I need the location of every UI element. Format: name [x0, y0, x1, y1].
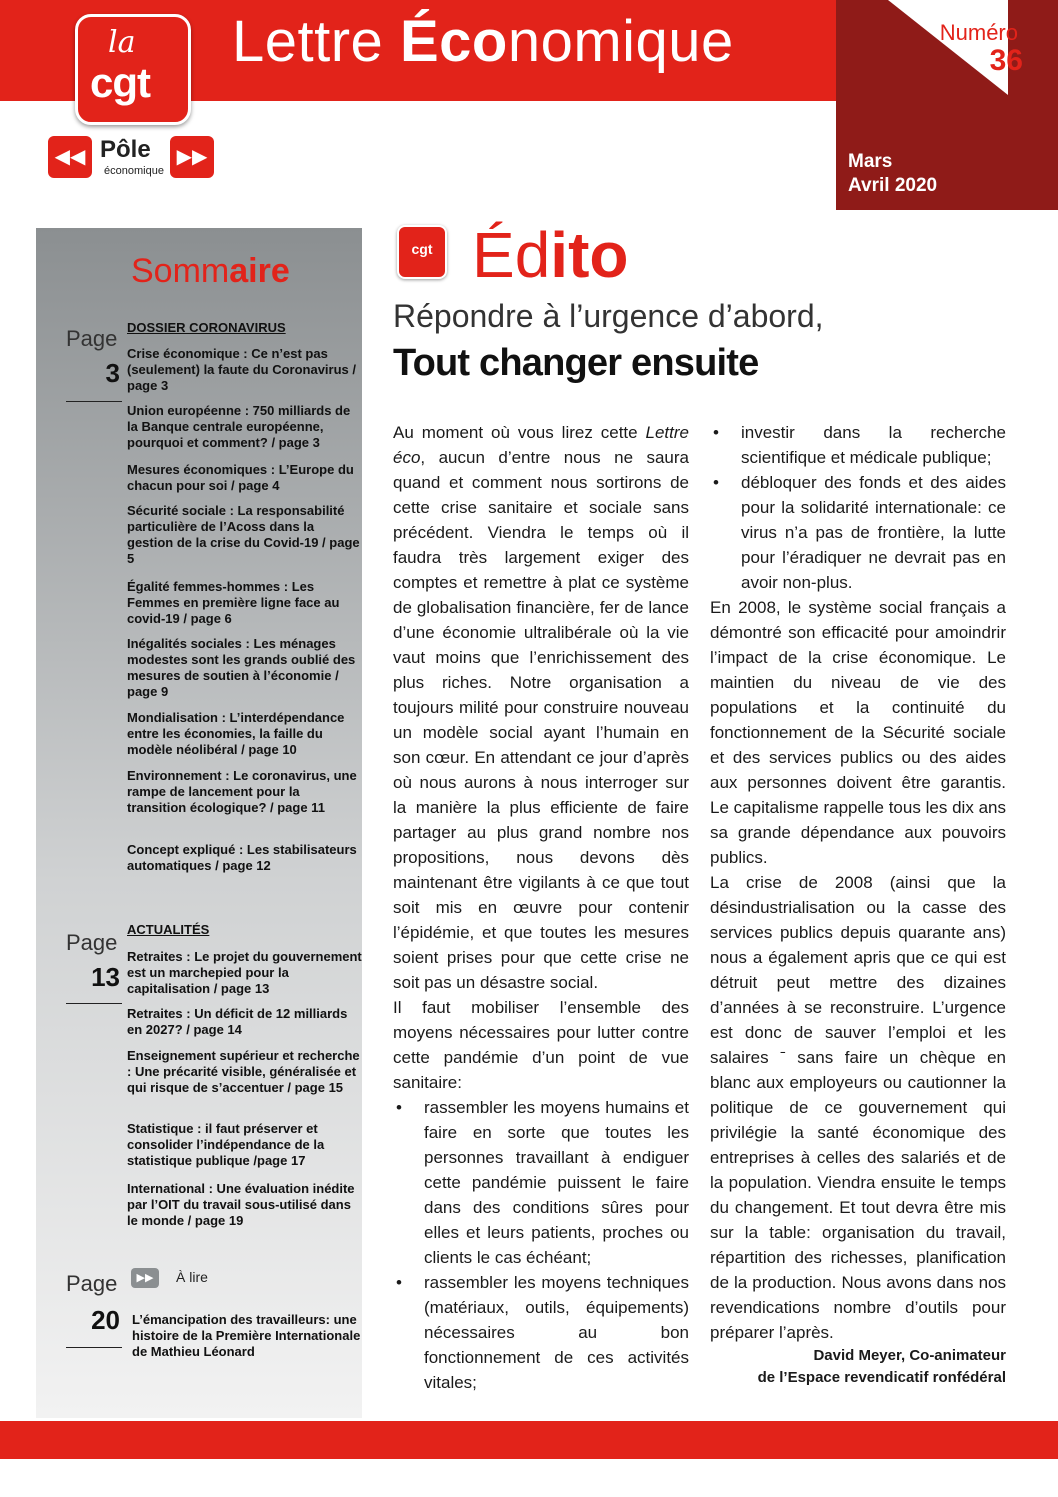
toc-item[interactable]: Inégalités sociales : Les ménages modestes sont les grands oublié des mesures de soutien à l’économie / page 9 [127, 636, 356, 699]
issue-label: Numéro [939, 20, 1018, 45]
pole-economique-logo: ◀◀ Pôle économique ▶▶ [48, 136, 214, 182]
toc-item[interactable]: Mesures économiques : L’Europe du chacun pour soi / page 4 [127, 462, 354, 493]
bullet-item: • rassembler les moyens techniques (matériaux, outils, équipements) nécessaires au bon fonctionnement de ces activités vitales; [393, 1270, 689, 1395]
issue-date: Mars Avril 2020 [848, 151, 938, 196]
issue-number: 36 [989, 44, 1023, 77]
a-lire-label: À lire [176, 1269, 208, 1285]
bullet-list [393, 1095, 689, 1395]
fast-forward-icon: ▶▶ [131, 1268, 159, 1288]
edito-headline: Tout changer ensuite [393, 342, 759, 384]
toc-item[interactable]: Retraites : Un déficit de 12 milliards en 2027? / page 14 [127, 1006, 348, 1037]
page-label: Page [66, 326, 118, 351]
toc-item[interactable]: Union européenne : 750 milliards de la Banque centrale européenne, pourquoi et comment? / page 3 [127, 403, 351, 450]
toc-item[interactable]: International : Une évaluation inédite par l’OIT du travail sous-utilisé dans le monde / page 19 [127, 1181, 355, 1228]
toc-item[interactable]: Égalité femmes-hommes : Les Femmes en première ligne face au covid-19 / page 6 [127, 579, 340, 626]
sommaire-title: Sommaire [131, 252, 290, 290]
toc-item[interactable]: Enseignement supérieur et recherche : Une précarité visible, généralisée et qui risque de s’accentuer / page 15 [127, 1048, 360, 1095]
paragraph: La crise de 2008 (ainsi que la désindustrialisation ou la casse des services publics depuis quarante ans) nous a également apris que ce qui est détruit peut mettre des dizaines d’années à se reconstruire. L’urgence est donc de sauver l’emploi et les salaires ˉ sans faire un chèque en blanc aux employeurs ou cautionner la politique de ce gouvernement qui privilégie la santé économique des entreprises à celles des salariés et de la population. Viendra ensuite le temps du changement. Et tout devra être mis sur la table: organisation du travail, répartition des richesses, planification de la production. Nous avons dans nos revendications nombre d’outils pour préparer l’après. [710, 873, 1006, 1342]
edito-subtitle: Répondre à l’urgence d’abord, [393, 298, 824, 334]
section-heading: DOSSIER CORONAVIRUS [127, 320, 286, 335]
toc-item[interactable]: Sécurité sociale : La responsabilité particulière de l’Acoss dans la gestion de la crise du Covid-19 / page 5 [127, 503, 360, 566]
paragraph: Au moment où vous lirez cette Lettre éco, aucun d’entre nous ne saura quand et comment nous sortirons de cette crise sanitaire et sociale sans précédent. Viendra le temps où il faudra très largement exiger des comptes et remettre à plat ce système de globalisation financière, fer de lance d’une économie ultralibérale où la vie vaut moins que l’enrichissement des plus riches. Notre organisation a toujours milité pour construire nouveau un modèle social ayant l’humain en son cœur. En attendant ce jour d’après où nous aurons à nous interroger sur la manière la plus efficiente de faire partager au plus grand nombre nos propositions, nous devons dès maintenant être vigilants à ce que tout soit mis en œuvre pour contenir l’épidémie, et que toutes les mesures soient prises pour que cette crise ne soit pas un désastre social. [393, 423, 689, 992]
cgt-small-logo: cgt [397, 225, 447, 279]
section-heading: ACTUALITÉS [127, 922, 210, 937]
toc-item[interactable]: Statistique : il faut préserver et consolider l’indépendance de la statistique publique /page 17 [127, 1121, 325, 1168]
toc-item[interactable]: L’émancipation des travailleurs: une histoire de la Première Internationale de Mathieu Léonard [132, 1312, 361, 1359]
rewind-icon: ◀◀ [48, 136, 92, 178]
page-rule [66, 401, 122, 402]
toc-item[interactable]: Crise économique : Ce n’est pas (seulement) la faute du Coronavirus / page 3 [127, 346, 356, 393]
page-label: Page [66, 930, 118, 955]
fast-forward-icon: ▶▶ [170, 136, 214, 178]
signature: David Meyer, Co-animateur de l’Espace revendicatif ronfédéral [757, 1347, 1006, 1386]
page-number: 13 [91, 962, 120, 992]
edito-column-2 [710, 420, 1006, 1389]
newsletter-title: Lettre Économique [232, 9, 734, 74]
edito-column-1 [393, 420, 689, 1395]
bullet-item: • investir dans la recherche scientifique et médicale publique; [710, 420, 1006, 470]
cgt-logo: la cgt [75, 14, 191, 125]
toc-item[interactable]: Mondialisation : L’interdépendance entre les économies, la faille du modèle néolibéral / page 10 [127, 710, 345, 757]
edito-title: Édito [472, 219, 629, 291]
toc-item[interactable]: Concept expliqué : Les stabilisateurs automatiques / page 12 [127, 842, 357, 873]
page-number: 20 [91, 1305, 120, 1335]
footer-band [0, 1421, 1058, 1459]
toc-item[interactable]: Environnement : Le coronavirus, une rampe de lancement pour la transition écologique? / page 11 [127, 768, 357, 815]
bullet-item: • rassembler les moyens humains et faire en sorte que toutes les personnes travaillant à endiguer cette pandémie puissent le faire dans des conditions sûres pour elles et leurs patients, proches ou clients le cas échéant; [393, 1095, 689, 1270]
bullet-list [710, 420, 1006, 595]
page-rule [66, 1347, 122, 1348]
paragraph: Il faut mobiliser l’ensemble des moyens nécessaires pour lutter contre cette pandémie d’un point de vue sanitaire: [393, 998, 689, 1092]
page-rule [66, 1003, 122, 1004]
paragraph: En 2008, le système social français a démontré son efficacité pour amoindrir l’impact de la crise économique. Le maintien du niveau de vie des populations et la continuité du fonctionnement de la Sécurité sociale et des services publics ou des aides aux personnes doivent être garantis. Le capitalisme rappelle tous les dix ans sa grande dépendance aux pouvoirs publics. [710, 598, 1006, 867]
page-label: Page [66, 1271, 118, 1296]
bullet-item: • débloquer des fonds et des aides pour la solidarité internationale: ce virus n’a pas de frontière, la lutte pour l’éradiquer ne devrait pas en avoir non-plus. [710, 470, 1006, 595]
toc-item[interactable]: Retraites : Le projet du gouvernement est un marchepied pour la capitalisation / page 13 [127, 949, 362, 996]
page-number: 3 [105, 358, 120, 388]
